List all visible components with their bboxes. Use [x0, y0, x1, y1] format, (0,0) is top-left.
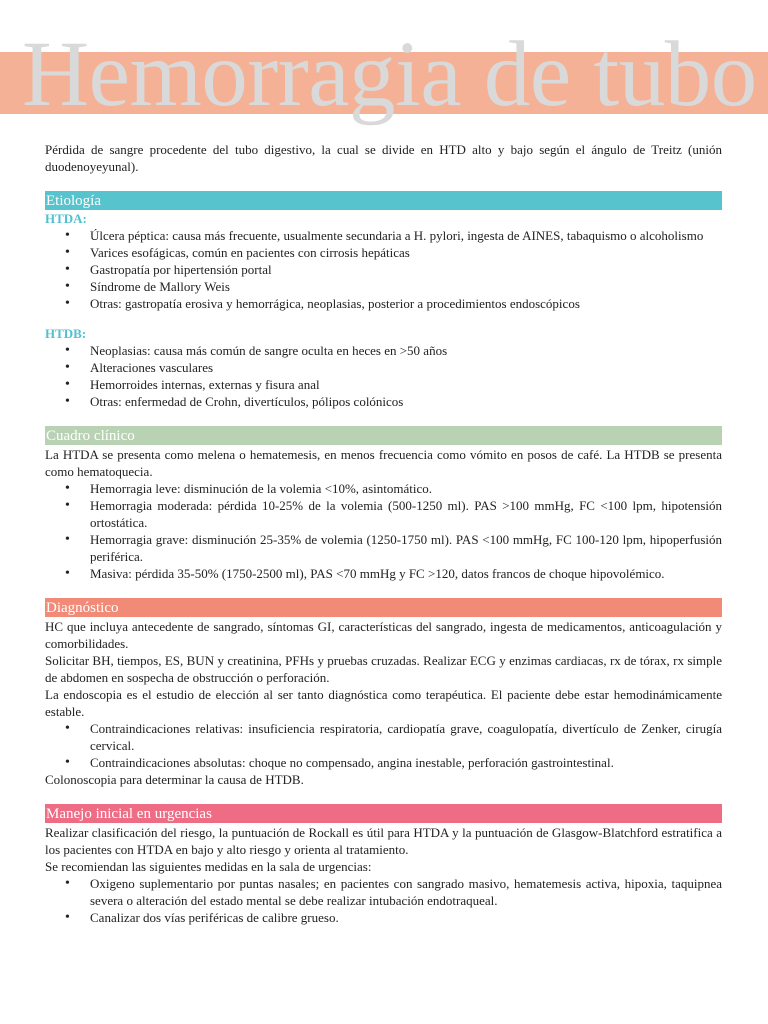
- list-item: • Contraindicaciones relativas: insuficiencia respiratoria, cardiopatía grave, coagulopatía, divertículo de Zenker, cirugía cervical.: [45, 720, 722, 754]
- cuadro-intro: La HTDA se presenta como melena o hematemesis, en menos frecuencia como vómito en posos de café. La HTDB se presenta como hematoquecia.: [45, 447, 722, 479]
- diagnostico-paragraph: La endoscopia es el estudio de elección al ser tanto diagnóstica como terapéutica. El paciente debe estar hemodinámicamente estable.: [45, 687, 722, 719]
- contraindicaciones-list: [45, 720, 722, 771]
- list-item: • Hemorroides internas, externas y fisura anal: [45, 376, 722, 393]
- section-heading-etiologia: Etiología: [45, 191, 722, 210]
- list-item: • Gastropatía por hipertensión portal: [45, 261, 722, 278]
- list-item: • Oxigeno suplementario por puntas nasales; en pacientes con sangrado masivo, hematemesis activa, hipoxia, taquipnea severa o alteración del estado mental se debe realizar intubación endotraqueal.: [45, 875, 722, 909]
- list-item: • Varices esofágicas, común en pacientes con cirrosis hepáticas: [45, 244, 722, 261]
- list-item: • Hemorragia moderada: pérdida 10-25% de la volemia (500-1250 ml). PAS >100 mmHg, FC <100 lpm, hipotensión ortostática.: [45, 497, 722, 531]
- list-item: • Contraindicaciones absolutas: choque no compensado, angina inestable, perforación gastrointestinal.: [45, 754, 722, 771]
- section-heading-cuadro-clinico: Cuadro clínico: [45, 426, 722, 445]
- list-item: • Alteraciones vasculares: [45, 359, 722, 376]
- manejo-paragraph: Realizar clasificación del riesgo, la puntuación de Rockall es útil para HTDA y la puntuación de Glasgow-Blatchford estratifica a los pacientes con HTDA en bajo y alto riesgo y orienta al tratamiento.: [45, 825, 722, 857]
- list-item: • Otras: enfermedad de Crohn, divertículos, pólipos colónicos: [45, 393, 722, 410]
- list-item: • Hemorragia grave: disminución 25-35% de volemia (1250-1750 ml). PAS <100 mmHg, FC 100-120 lpm, hipoperfusión periférica.: [45, 531, 722, 565]
- list-item: • Otras: gastropatía erosiva y hemorrágica, neoplasias, posterior a procedimientos endoscópicos: [45, 295, 722, 312]
- subheading-htda: HTDA:: [45, 211, 87, 226]
- document-body: [45, 141, 722, 926]
- list-item: • Hemorragia leve: disminución de la volemia <10%, asintomático.: [45, 480, 722, 497]
- list-item: • Síndrome de Mallory Weis: [45, 278, 722, 295]
- intro-paragraph: Pérdida de sangre procedente del tubo digestivo, la cual se divide en HTD alto y bajo según el ángulo de Treitz (unión duodenoyeyunal).: [45, 142, 722, 174]
- diagnostico-paragraph: HC que incluya antecedente de sangrado, síntomas GI, características del sangrado, ingesta de medicamentos, anticoagulación y comorbilidades.: [45, 619, 722, 651]
- htda-list: [45, 227, 722, 312]
- manejo-list: [45, 875, 722, 926]
- section-heading-manejo: Manejo inicial en urgencias: [45, 804, 722, 823]
- manejo-paragraph: Se recomiendan las siguientes medidas en la sala de urgencias:: [45, 859, 372, 874]
- list-item: • Neoplasias: causa más común de sangre oculta en heces en >50 años: [45, 342, 722, 359]
- list-item: • Canalizar dos vías periféricas de calibre grueso.: [45, 909, 722, 926]
- section-heading-diagnostico: Diagnóstico: [45, 598, 722, 617]
- diagnostico-paragraph: Solicitar BH, tiempos, ES, BUN y creatinina, PFHs y pruebas cruzadas. Realizar ECG y enzimas cardiacas, rx de tórax, rx simple de abdomen en sospecha de obstrucción o perforación.: [45, 653, 722, 685]
- htdb-list: [45, 342, 722, 410]
- page-title: Hemorragia de tubo: [22, 23, 757, 126]
- subheading-htdb: HTDB:: [45, 326, 87, 341]
- list-item: • Masiva: pérdida 35-50% (1750-2500 ml), PAS <70 mmHg y FC >120, datos francos de choque hipovolémico.: [45, 565, 722, 582]
- cuadro-list: [45, 480, 722, 582]
- list-item: • Úlcera péptica: causa más frecuente, usualmente secundaria a H. pylori, ingesta de AINES, tabaquismo o alcoholismo: [45, 227, 722, 244]
- diagnostico-paragraph: Colonoscopia para determinar la causa de HTDB.: [45, 772, 304, 787]
